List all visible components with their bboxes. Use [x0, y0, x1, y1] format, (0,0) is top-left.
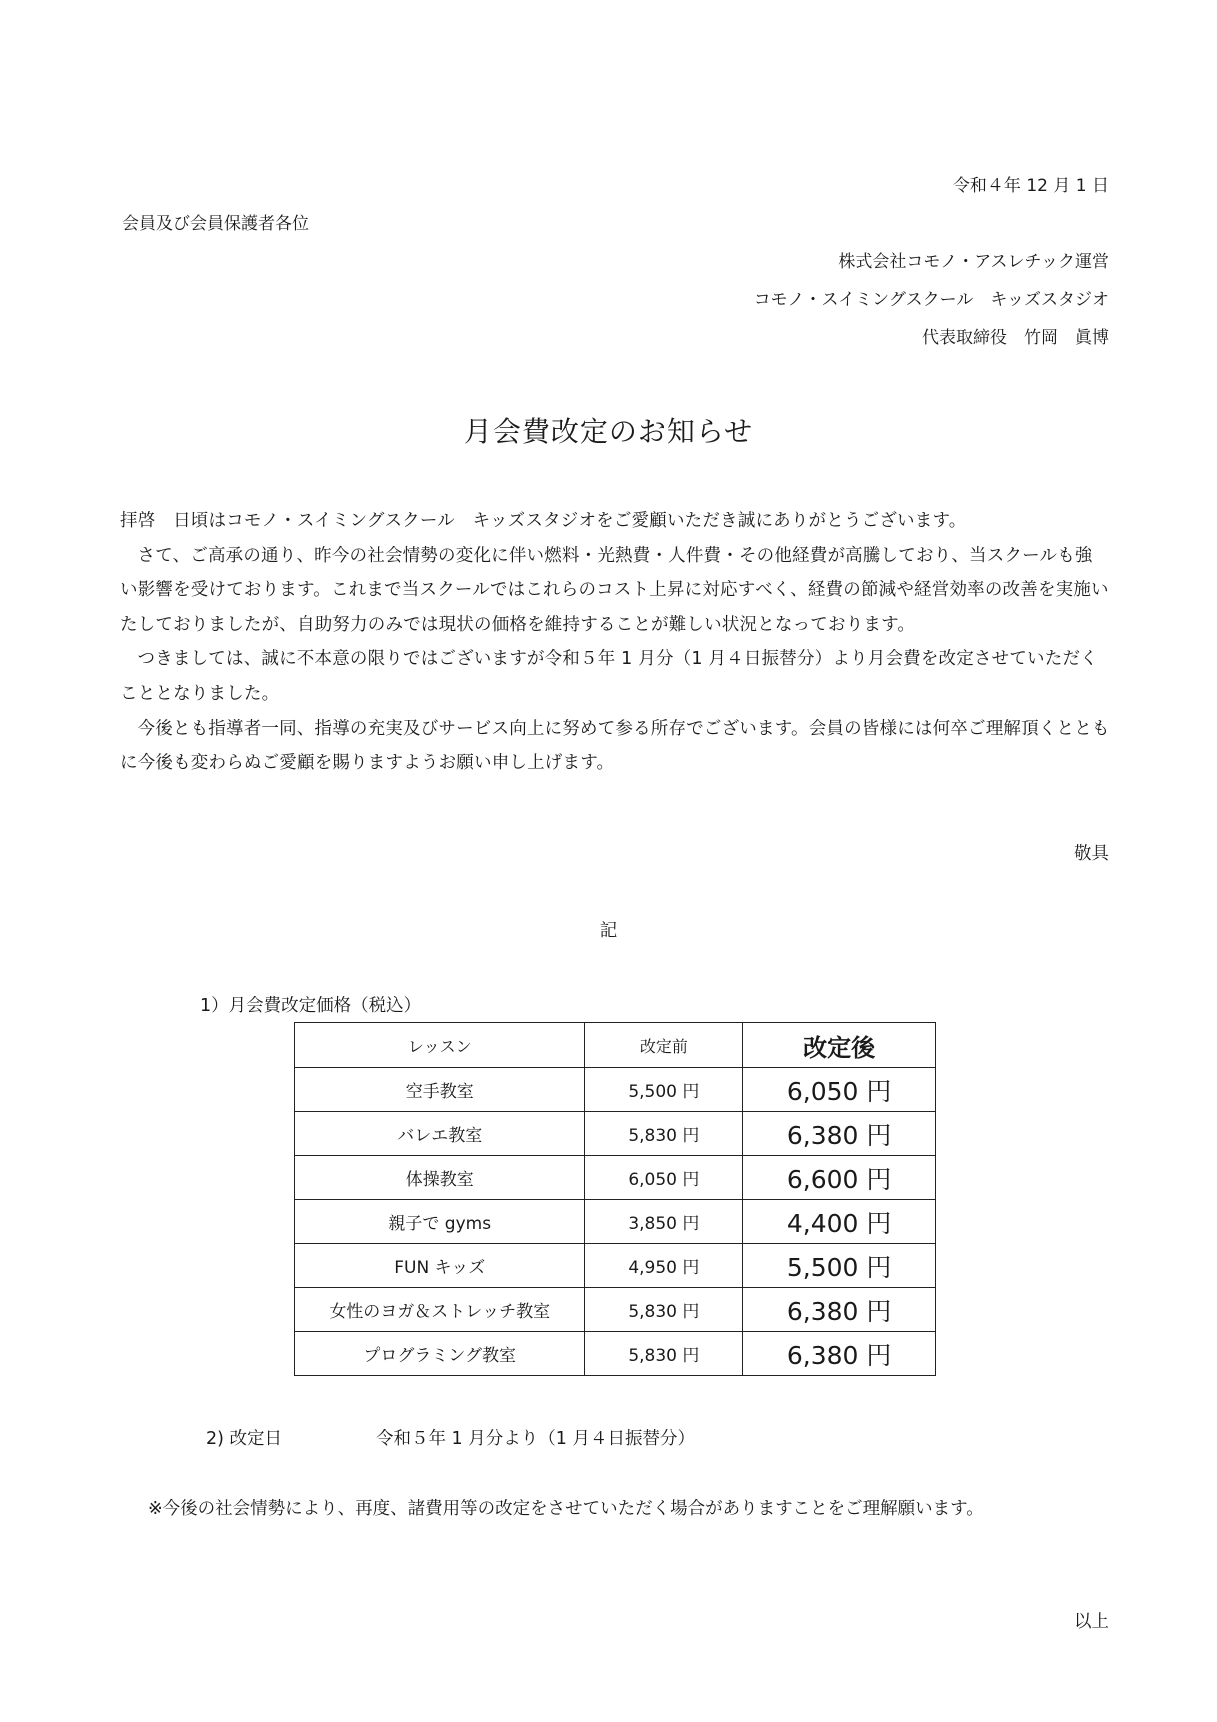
price-before: 5,830 円	[585, 1112, 743, 1156]
lesson-name: バレエ教室	[295, 1112, 585, 1156]
body-paragraph: 今後とも指導者一同、指導の充実及びサービス向上に努めて参る所存でございます。会員の皆様には何卒ご理解頂くとともに今後も変わらぬご愛顧を賜りますようお願い申し上げます。	[120, 718, 1110, 774]
header-lesson: レッスン	[295, 1023, 585, 1068]
body-paragraph: 拝啓 日頃はコモノ・スイミングスクール キッズスタジオをご愛顧いただき誠にありがとうございます。	[120, 511, 967, 531]
body-text	[120, 504, 1110, 781]
price-after: 5,500 円	[743, 1244, 936, 1288]
lesson-name: 体操教室	[295, 1156, 585, 1200]
price-after: 6,380 円	[743, 1332, 936, 1376]
price-before: 4,950 円	[585, 1244, 743, 1288]
price-before: 5,500 円	[585, 1068, 743, 1112]
body-paragraph: つきましては、誠に不本意の限りではございますが令和５年 1 月分（1 月４日振替分）より月会費を改定させていただくこととなりました。	[120, 649, 1098, 704]
price-after: 4,400 円	[743, 1200, 936, 1244]
section2-label: 2) 改定日	[206, 1429, 283, 1449]
table-row	[295, 1244, 936, 1288]
lesson-name: FUN キッズ	[295, 1244, 585, 1288]
closing-ijou: 以上	[1074, 1612, 1109, 1632]
table-row	[295, 1068, 936, 1112]
lesson-name: 女性のヨガ＆ストレッチ教室	[295, 1288, 585, 1332]
header-before: 改定前	[585, 1023, 743, 1068]
price-before: 5,830 円	[585, 1332, 743, 1376]
section2	[206, 1425, 695, 1450]
footnote: ※今後の社会情勢により、再度、諸費用等の改定をさせていただく場合がありますことをご理解願います。	[148, 1499, 984, 1519]
price-after: 6,600 円	[743, 1156, 936, 1200]
sender-school: コモノ・スイミングスクール キッズスタジオ	[753, 290, 1109, 310]
recipient: 会員及び会員保護者各位	[122, 214, 309, 234]
price-after: 6,380 円	[743, 1112, 936, 1156]
lesson-name: 親子で gyms	[295, 1200, 585, 1244]
ki-heading: 記	[599, 921, 618, 941]
lesson-name: プログラミング教室	[295, 1332, 585, 1376]
table-row	[295, 1112, 936, 1156]
lesson-name: 空手教室	[295, 1068, 585, 1112]
fee-table-header-row	[295, 1023, 936, 1068]
issue-date: 令和４年 12 月 1 日	[952, 176, 1109, 196]
document-title: 月会費改定のお知らせ	[463, 415, 754, 448]
section1-title: 1）月会費改定価格（税込）	[200, 996, 422, 1016]
table-row	[295, 1156, 936, 1200]
table-row	[295, 1200, 936, 1244]
section2-value: 令和５年 1 月分より（1 月４日振替分）	[376, 1429, 695, 1449]
price-after: 6,050 円	[743, 1068, 936, 1112]
closing-keigu: 敬具	[1074, 844, 1109, 864]
header-after: 改定後	[743, 1023, 936, 1068]
price-before: 6,050 円	[585, 1156, 743, 1200]
price-before: 5,830 円	[585, 1288, 743, 1332]
price-after: 6,380 円	[743, 1288, 936, 1332]
table-row	[295, 1332, 936, 1376]
sender-company: 株式会社コモノ・アスレチック運営	[838, 252, 1109, 272]
price-before: 3,850 円	[585, 1200, 743, 1244]
sender-representative: 代表取締役 竹岡 眞博	[922, 328, 1109, 348]
fee-table	[294, 1022, 936, 1376]
table-row	[295, 1288, 936, 1332]
body-paragraph: さて、ご高承の通り、昨今の社会情勢の変化に伴い燃料・光熱費・人件費・その他経費が高騰しており、当スクールも強い影響を受けております。これまで当スクールではこれらのコスト上昇に対応すべく、経費の節減や経営効率の改善を実施いたしておりましたが、自助努力のみでは現状の価格を維持することが難しい状況となっております。	[120, 545, 1109, 635]
